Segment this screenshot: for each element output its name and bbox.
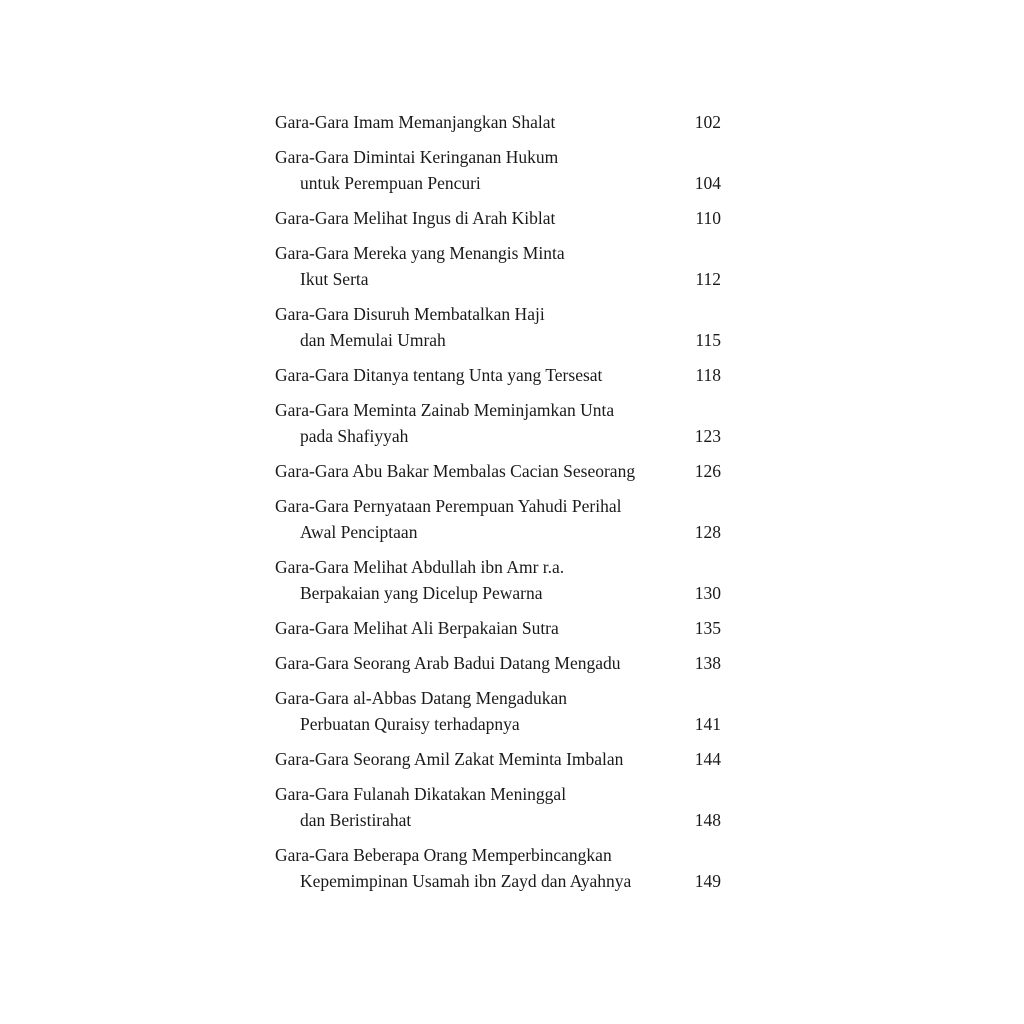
entry-title-line: Gara-Gara Mereka yang Menangis Minta [275, 243, 565, 263]
entry-title-continuation: dan Memulai Umrah [300, 330, 446, 350]
entry-page-number: 115 [695, 330, 721, 350]
entry-page-number: 128 [694, 522, 721, 542]
entry-page-number: 126 [694, 461, 721, 481]
toc-entry [275, 109, 721, 135]
entry-title-continuation: Awal Penciptaan [300, 522, 418, 542]
entry-title-line: Gara-Gara Seorang Amil Zakat Meminta Imbalan [275, 749, 624, 769]
entry-title-continuation: pada Shafiyyah [300, 426, 409, 446]
entry-title-continuation: Kepemimpinan Usamah ibn Zayd dan Ayahnya [300, 871, 632, 891]
toc-entry [275, 842, 721, 894]
entry-page-number: 130 [694, 583, 721, 603]
entry-title-continuation: dan Beristirahat [300, 810, 412, 830]
entry-title-line: Gara-Gara Pernyataan Perempuan Yahudi Perihal [275, 496, 622, 516]
entry-page-number: 144 [694, 749, 721, 769]
toc-entry [275, 781, 721, 833]
entry-title-line: Gara-Gara Beberapa Orang Memperbincangkan [275, 845, 612, 865]
entry-title-continuation: Perbuatan Quraisy terhadapnya [300, 714, 520, 734]
entry-title-line: Gara-Gara Imam Memanjangkan Shalat [275, 112, 556, 132]
entry-title-line: Gara-Gara Melihat Ingus di Arah Kiblat [275, 208, 556, 228]
toc-entry [275, 493, 721, 545]
entry-title-line: Gara-Gara Melihat Abdullah ibn Amr r.a. [275, 557, 565, 577]
entry-page-number: 123 [694, 426, 721, 446]
entry-page-number: 138 [694, 653, 721, 673]
toc-entry [275, 301, 721, 353]
toc-entry [275, 397, 721, 449]
toc-entry [275, 240, 721, 292]
entry-page-number: 135 [694, 618, 721, 638]
entry-title-line: Gara-Gara Dimintai Keringanan Hukum [275, 147, 559, 167]
toc-entry [275, 615, 721, 641]
entry-page-number: 104 [694, 173, 721, 193]
entry-page-number: 112 [695, 269, 721, 289]
entry-title-continuation: Ikut Serta [300, 269, 369, 289]
entry-page-number: 149 [694, 871, 721, 891]
entry-title-continuation: untuk Perempuan Pencuri [300, 173, 481, 193]
entry-title-line: Gara-Gara Seorang Arab Badui Datang Mengadu [275, 653, 621, 673]
entry-page-number: 141 [694, 714, 721, 734]
entry-title-line: Gara-Gara Melihat Ali Berpakaian Sutra [275, 618, 559, 638]
entry-title-line: Gara-Gara Fulanah Dikatakan Meninggal [275, 784, 567, 804]
toc-entry [275, 458, 721, 484]
entry-page-number: 118 [695, 365, 721, 385]
table-of-contents [275, 109, 721, 903]
toc-entry [275, 554, 721, 606]
entry-page-number: 102 [694, 112, 721, 132]
entry-title-line: Gara-Gara al-Abbas Datang Mengadukan [275, 688, 568, 708]
entry-title-line: Gara-Gara Ditanya tentang Unta yang Tersesat [275, 365, 603, 385]
entry-page-number: 148 [694, 810, 721, 830]
entry-title-line: Gara-Gara Abu Bakar Membalas Cacian Seseorang [275, 461, 636, 481]
entry-title-continuation: Berpakaian yang Dicelup Pewarna [300, 583, 543, 603]
entry-title-line: Gara-Gara Disuruh Membatalkan Haji [275, 304, 545, 324]
toc-entry [275, 362, 721, 388]
entry-title-line: Gara-Gara Meminta Zainab Meminjamkan Unta [275, 400, 615, 420]
toc-entry [275, 144, 721, 196]
toc-entry [275, 650, 721, 676]
toc-entry [275, 746, 721, 772]
entry-page-number: 110 [695, 208, 721, 228]
toc-entry [275, 685, 721, 737]
toc-entry [275, 205, 721, 231]
